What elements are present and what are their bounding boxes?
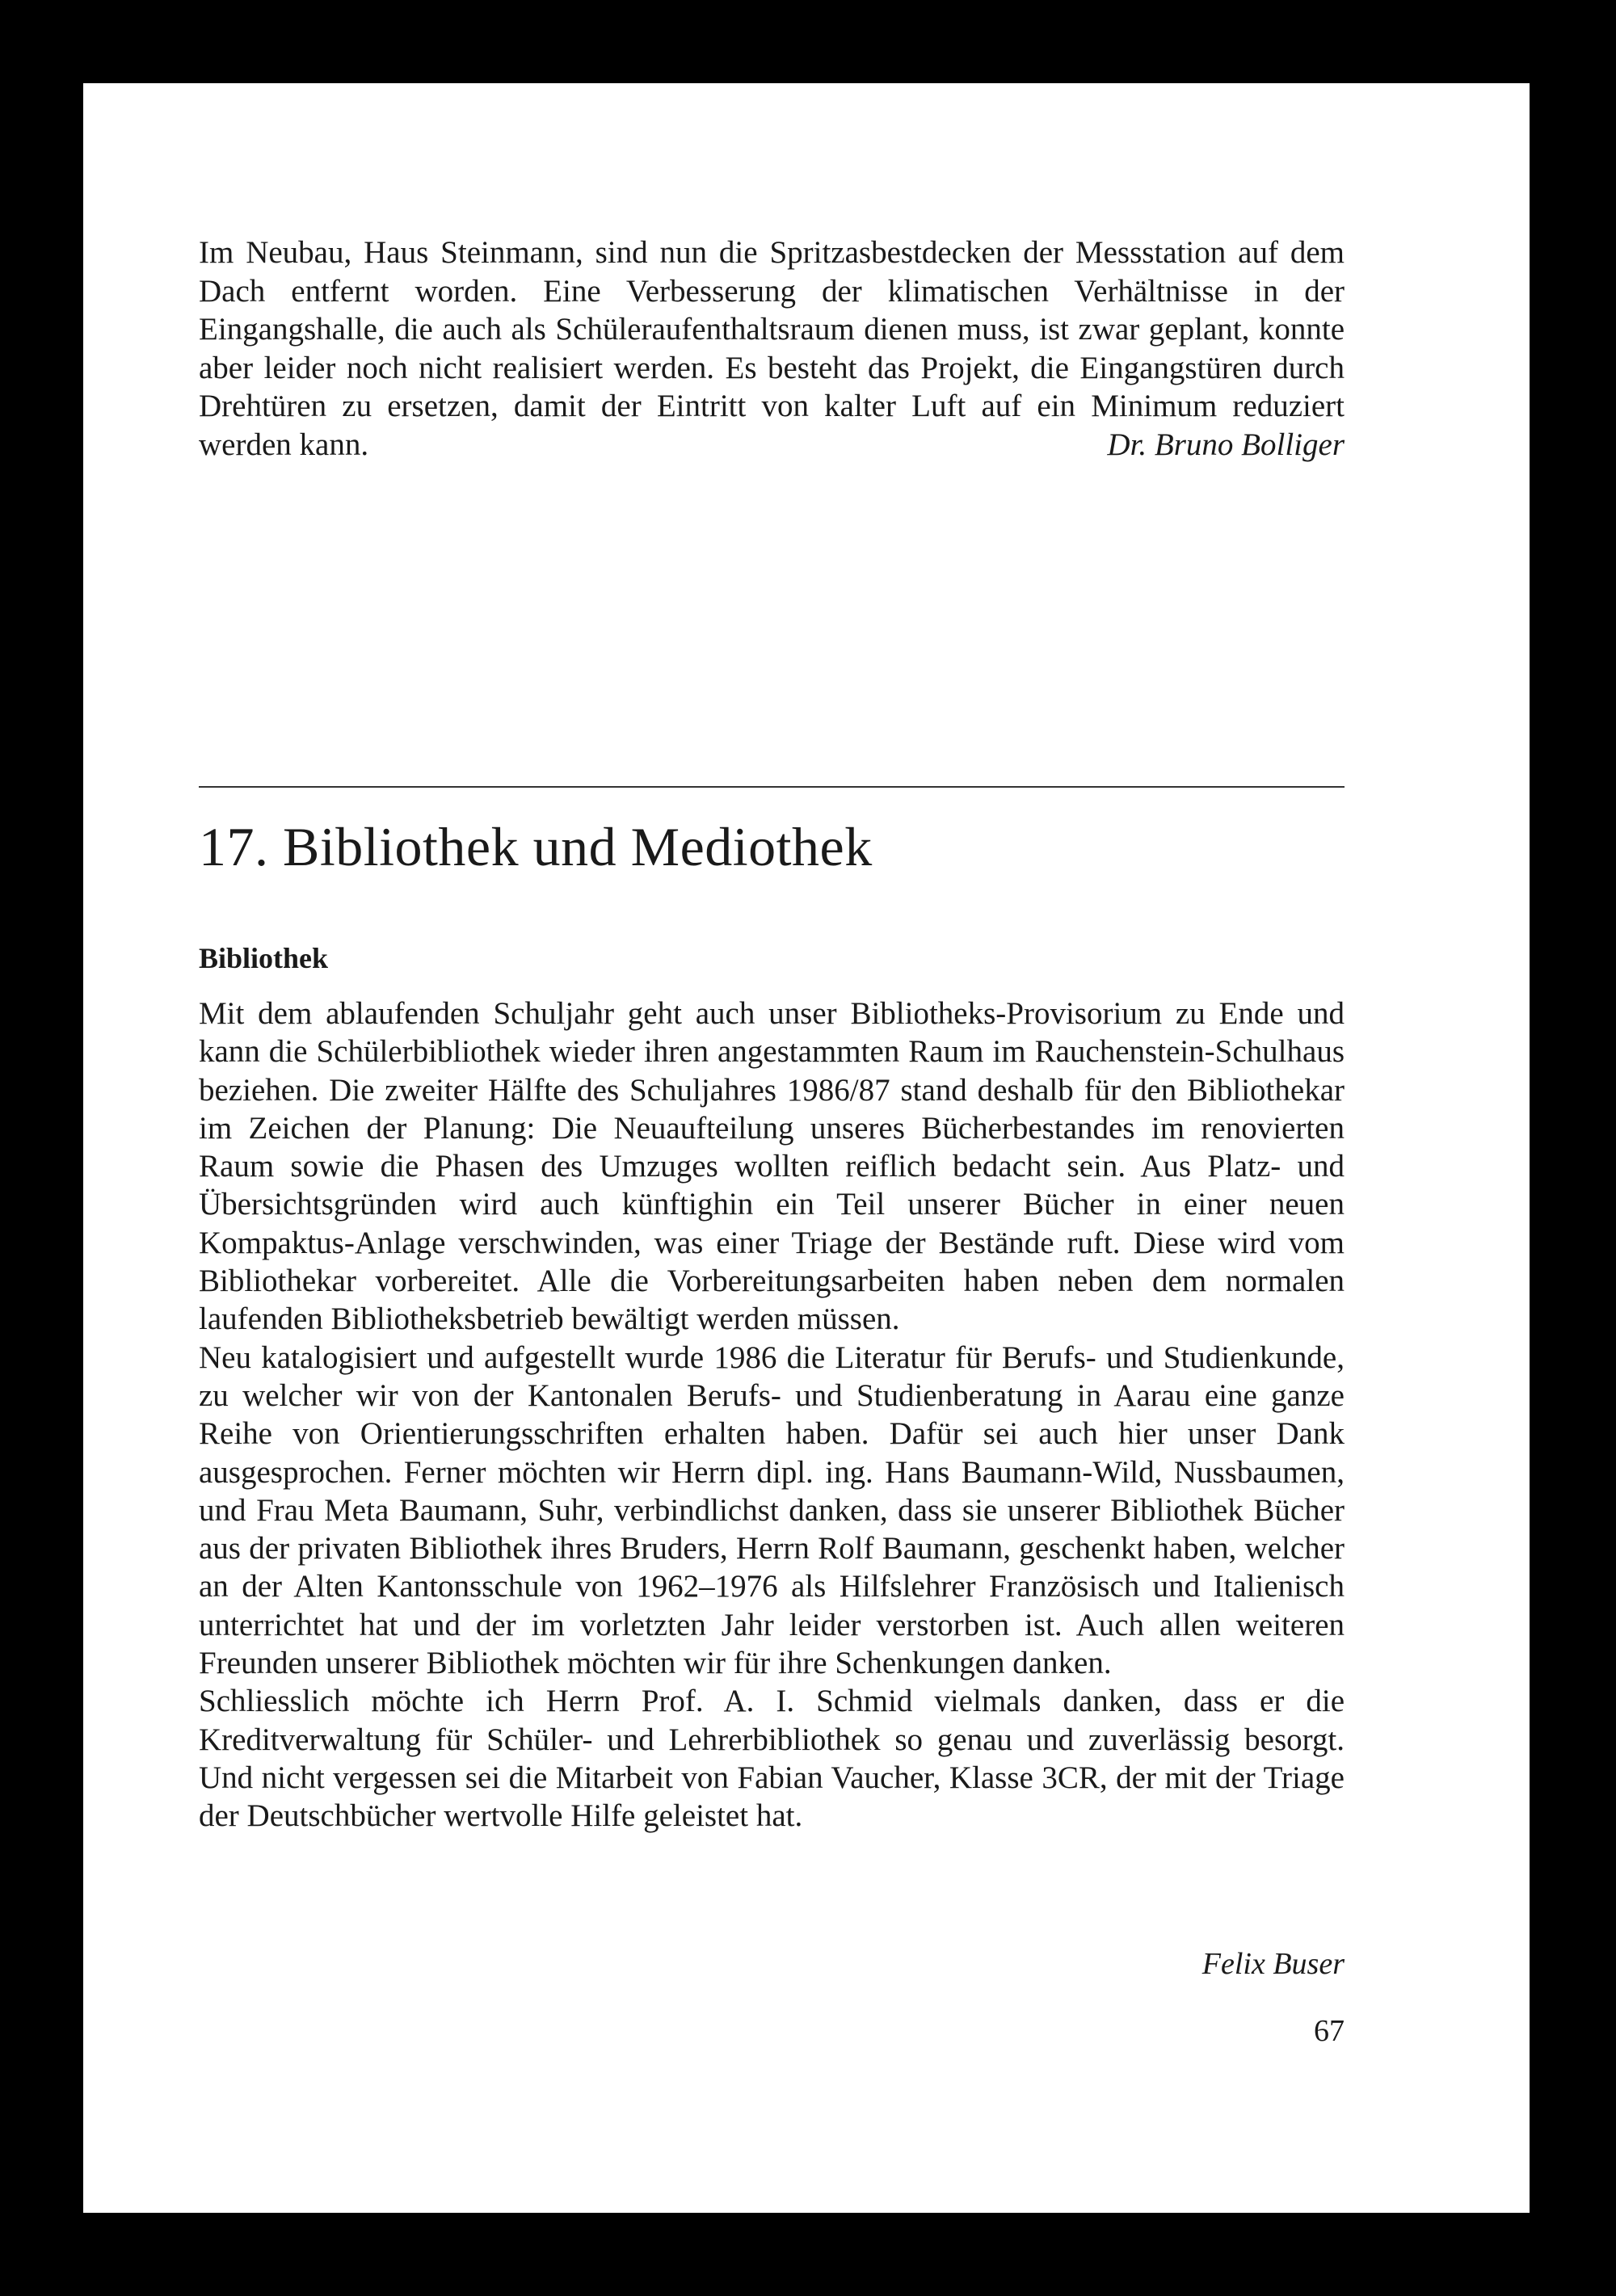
body-paragraph-2: Neu katalogisiert und aufgestellt wurde 1986 die Literatur für Berufs- und Studienkunde, zu welcher wir von der Kantonalen Berufs- und Studienberatung in Aarau eine ganze Reihe von Orientierungsschriften erhalten haben. Dafür sei auch hier unser Dank ausgesprochen. Ferner möchten wir Herrn dipl. ing. Hans Baumann-Wild, Nussbaumen, und Frau Meta Baumann, Suhr, verbindlichst danken, dass sie unserer Bibliothek Bücher aus der privaten Bibliothek ihres Bruders, Herrn Rolf Baumann, geschenkt haben, welcher an der Alten Kantonsschule von 1962–1976 als Hilfslehrer Französisch und Italienisch unterrichtet hat und der im vorletzten Jahr leider verstorben ist. Auch allen weiteren Freunden unserer Bibliothek möchten wir für ihre Schenkungen danken. [199,1339,1345,1681]
section-signature: Felix Buser [1201,1947,1345,1981]
section-body [199,995,1345,1836]
body-paragraph-1: Mit dem ablaufenden Schuljahr geht auch unser Bibliotheks-Provisorium zu Ende und kann die Schülerbibliothek wieder ihren angestammten Raum im Rauchenstein-Schulhaus beziehen. Die zweiter Hälfte des Schuljahres 1986/87 stand deshalb für den Bibliothekar im Zeichen der Planung: Die Neuaufteilung unseres Bücherbestandes im renovierten Raum sowie die Phasen des Umzuges wollten reiflich bedacht sein. Aus Platz- und Übersichtsgründen wird auch künftighin ein Teil unserer Bücher in einer neuen Kompaktus-Anlage verschwinden, was einer Triage der Bestände ruft. Diese wird vom Bibliothekar vorbereitet. Alle die Vorbereitungsarbeiten haben neben dem normalen laufenden Bibliotheksbetrieb bewältigt werden müssen. [199,996,1345,1337]
document-page [83,83,1530,2213]
chapter-divider [199,786,1345,788]
body-paragraph-3: Schliesslich möchte ich Herrn Prof. A. I. Schmid vielmals danken, dass er die Kreditverwaltung für Schüler- und Lehrerbibliothek so genau und zuverlässig besorgt. Und nicht vergessen sei die Mitarbeit von Fabian Vaucher, Klasse 3CR, der mit der Triage der Deutschbücher wertvolle Hilfe geleistet hat. [199,1684,1345,1834]
section-title: Bibliothek [199,942,329,974]
chapter-title: 17. Bibliothek und Mediothek [199,816,873,877]
intro-signature: Dr. Bruno Bolliger [1107,427,1345,462]
intro-text: Im Neubau, Haus Steinmann, sind nun die Spritzasbestdecken der Messstation auf dem Dach entfernt worden. Eine Verbesserung der klimatischen Verhältnisse in der Eingangshalle, die auch als Schüleraufenthaltsraum dienen muss, ist zwar geplant, konnte aber leider noch nicht realisiert werden. Es besteht das Projekt, die Eingangstüren durch Drehtüren zu ersetzen, damit der Eintritt von kalter Luft auf ein Minimum reduziert werden kann. [199,235,1345,462]
page-number: 67 [1314,2014,1345,2048]
intro-text-block [199,233,1345,464]
intro-paragraph [199,233,1345,464]
